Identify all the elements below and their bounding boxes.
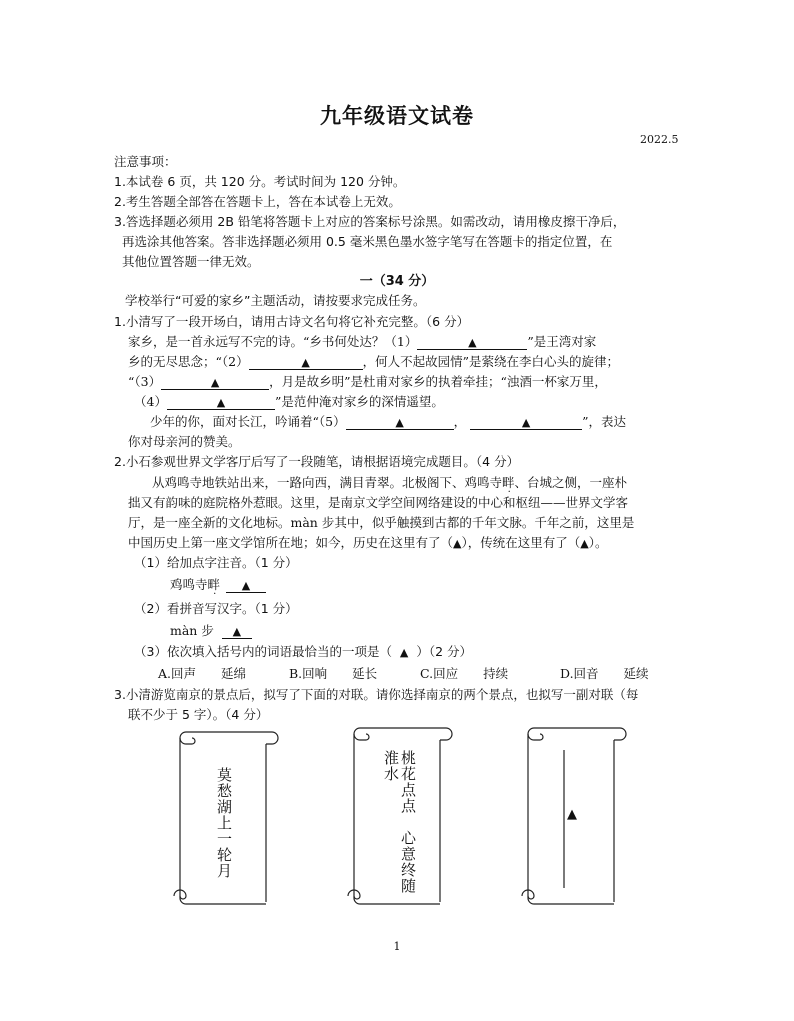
q2-option-b[interactable]: B.回响 延长 [289, 666, 378, 681]
q2-sub-1-word: 鸡鸣寺畔 ▲ [170, 575, 266, 593]
q2-option-d[interactable]: D.回音 延续 [560, 666, 649, 681]
answer-blank-5b[interactable]: ▲ [470, 414, 582, 430]
couplet-2-text: 桃花点点 心意终随淮水 [382, 750, 417, 894]
q2-option-c[interactable]: C.回应 持续 [420, 666, 509, 681]
answer-blank-5a[interactable]: ▲ [346, 414, 454, 430]
couplet-answer-blank[interactable]: ▲ [567, 807, 577, 822]
answer-blank-hanzi[interactable]: ▲ [222, 623, 252, 639]
q2-sub-3: （3）依次填入括号内的词语最恰当的一项是（ ▲ ）（2 分） [134, 644, 473, 659]
q2-option-a[interactable]: A.回声 延绵 [158, 666, 247, 681]
answer-blank-4[interactable]: ▲ [167, 394, 275, 410]
q1-line-5: 少年的你，面对长江，吟诵着“（5） ▲ ， ▲ ”，表达 [150, 414, 627, 429]
q3-stem-1: 3.小清游览南京的景点后，拟写了下面的对联。请你选择南京的两个景点，也拟写一副对联（每 [114, 687, 639, 702]
answer-blank-1[interactable]: ▲ [417, 334, 527, 350]
q1-stem: 1.小清写了一段开场白，请用古诗文名句将它补充完整。（6 分） [114, 314, 470, 329]
q2-sub-1: （1）给加点字注音。（1 分） [134, 555, 298, 570]
answer-blank-pinyin[interactable]: ▲ [226, 577, 266, 593]
q2-para-1: 从鸡鸣寺地铁站出来，一路向西，满目青翠。北极阁下、鸡鸣寺畔、台城之侧，一座朴 [152, 475, 628, 490]
blank-marker: ▲ [453, 537, 462, 550]
q1-line-2: 乡的无尽思念；“（2） ▲ ，何人不起故园情”是萦绕在李白心头的旋律； [128, 354, 619, 369]
answer-blank-2[interactable]: ▲ [249, 354, 363, 370]
answer-blank-3[interactable]: ▲ [161, 374, 269, 390]
page-number: 1 [393, 940, 401, 953]
q1-line-3: “（3） ▲ ，月是故乡明”是杜甫对家乡的执着牵挂；“浊酒一杯家万里， [128, 374, 607, 389]
page-title: 九年级语文试卷 [320, 104, 474, 128]
q2-para-4: 中国历史上第一座文学馆所在地；如今，历史在这里有了（▲），传统在这里有了（▲）。 [128, 535, 608, 550]
notes-item-2: 2.考生答题全部答在答题卡上，答在本试卷上无效。 [114, 194, 401, 209]
notes-item-1: 1.本试卷 6 页，共 120 分。考试时间为 120 分钟。 [114, 174, 406, 189]
q1-line-6: 你对母亲河的赞美。 [128, 434, 241, 449]
q2-sub-2-word: màn 步 ▲ [170, 621, 252, 639]
q1-line-4: （4） ▲ ”是范仲淹对家乡的深情遥望。 [134, 394, 444, 409]
q2-para-3: 厅，是一座全新的文化地标。màn 步其中，似乎触摸到古都的千年文脉。千年之前，这里是 [128, 515, 635, 530]
section-intro: 学校举行“可爱的家乡”主题活动，请按要求完成任务。 [125, 293, 426, 308]
q2-stem: 2.小石参观世界文学客厅后写了一段随笔，请根据语境完成题目。（4 分） [114, 454, 520, 469]
notes-item-3: 3.答选择题必须用 2B 铅笔将答题卡上对应的答案标号涂黑。如需改动，请用橡皮擦干净后， [114, 214, 626, 229]
q3-stem-2: 联不少于 5 字）。（4 分） [128, 707, 269, 722]
blank-marker: ▲ [580, 537, 589, 550]
notes-item-3-cont: 再选涂其他答案。答非选择题必须用 0.5 毫米黑色墨水签字笔写在答题卡的指定位置，在 [122, 234, 613, 249]
exam-date: 2022.5 [640, 133, 679, 146]
couplet-1-text: 莫愁湖上一轮月 [215, 767, 233, 879]
q2-para-2: 拙又有韵味的庭院格外惹眼。这里，是南京文学空间网络建设的中心和枢纽——世界文学客 [128, 495, 629, 510]
q1-line-1: 家乡，是一首永远写不完的诗。“乡书何处达？（1） ▲ ”是王湾对家 [128, 334, 597, 349]
notes-heading: 注意事项： [114, 154, 177, 169]
q2-sub-2: （2）看拼音写汉字。（1 分） [134, 601, 298, 616]
notes-item-3-end: 其他位置答题一律无效。 [122, 254, 260, 269]
section-heading: 一（34 分） [359, 274, 435, 289]
